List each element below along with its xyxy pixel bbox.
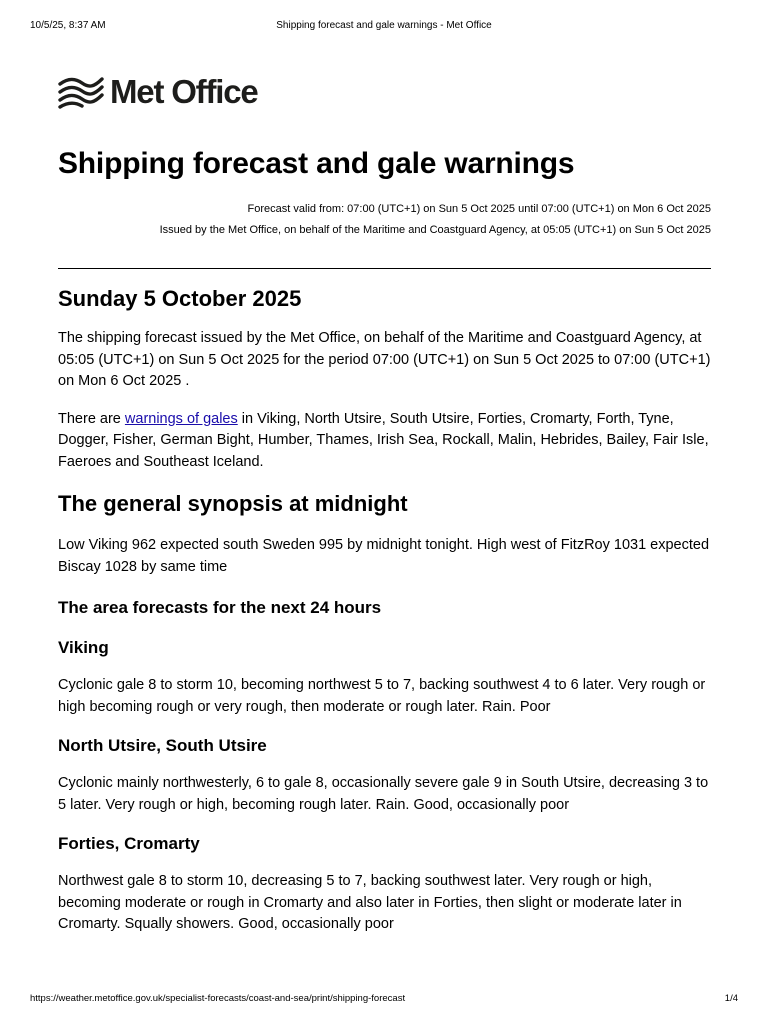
forecast-meta xyxy=(58,199,711,241)
gale-warnings-paragraph xyxy=(58,409,711,474)
area-name-utsire: North Utsire, South Utsire xyxy=(58,736,267,755)
day-heading: Sunday 5 October 2025 xyxy=(58,286,302,311)
print-footer xyxy=(0,992,768,1006)
area-forecast-utsire: Cyclonic mainly northwesterly, 6 to gale 8, occasionally severe gale 9 in South Utsire, decreasing 3 to 5 later. Very rough or high, becoming rough later. Rain. Good, occasionally poor xyxy=(58,775,709,813)
area-name-forties-cromarty: Forties, Cromarty xyxy=(58,834,200,853)
print-page-title: Shipping forecast and gale warnings - Met Office xyxy=(276,20,492,31)
section-divider xyxy=(58,268,711,269)
area-forecasts-heading: The area forecasts for the next 24 hours xyxy=(58,598,382,617)
warnings-of-gales-link[interactable]: warnings of gales xyxy=(124,410,238,427)
warnings-areas: in Viking, North Utsire, South Utsire, Forties, Cromarty, Forth, Tyne, Dogger, Fisher, German Bight, Humber, Thames, Irish Sea, Rockall, Malin, Hebrides, Bailey, Fair Isle, Faeroes and Southeast Iceland. xyxy=(58,410,709,470)
page-title: Shipping forecast and gale warnings xyxy=(58,147,575,180)
met-office-logo[interactable] xyxy=(58,72,258,112)
synopsis-text: Low Viking 962 expected south Sweden 995 by midnight tonight. High west of FitzRoy 1031 expected Biscay 1028 by same time xyxy=(58,537,710,575)
synopsis-heading: The general synopsis at midnight xyxy=(58,491,408,516)
main-content xyxy=(58,140,711,936)
print-date: 10/5/25, 8:37 AM xyxy=(30,20,106,31)
print-header xyxy=(0,19,768,33)
area-forecast-viking: Cyclonic gale 8 to storm 10, becoming northwest 5 to 7, backing southwest 4 to 6 later. Very rough or high becoming rough or very rough, then moderate or rough later. Rain. Poor xyxy=(58,677,706,715)
area-name-viking: Viking xyxy=(58,638,109,657)
warnings-prefix: There are xyxy=(58,410,125,427)
met-office-waves-icon xyxy=(58,75,104,109)
forecast-issued-by: Issued by the Met Office, on behalf of the Maritime and Coastguard Agency, at 05:05 (UTC+1) on Sun 5 Oct 2025 xyxy=(159,224,711,236)
area-forecast-forties-cromarty: Northwest gale 8 to storm 10, decreasing 5 to 7, backing southwest later. Very rough or high, becoming moderate or rough in Cromarty and also later in Forties, then slight or moderate later in Cromarty. Squally showers. Good, occasionally poor xyxy=(58,873,682,932)
print-url: https://weather.metoffice.gov.uk/specialist-forecasts/coast-and-sea/print/shipping-forecast xyxy=(30,993,406,1004)
print-page-number: 1/4 xyxy=(724,993,738,1004)
forecast-valid-period: Forecast valid from: 07:00 (UTC+1) on Sun 5 Oct 2025 until 07:00 (UTC+1) on Mon 6 Oct 2025 xyxy=(247,203,711,215)
logo-wordmark: Met Office xyxy=(110,73,258,110)
intro-paragraph: The shipping forecast issued by the Met Office, on behalf of the Maritime and Coastguard Agency, at 05:05 (UTC+1) on Sun 5 Oct 2025 for the period 07:00 (UTC+1) on Sun 5 Oct 2025 to 07:00 (UTC+1) on Mon 6 Oct 2025 . xyxy=(58,330,711,389)
